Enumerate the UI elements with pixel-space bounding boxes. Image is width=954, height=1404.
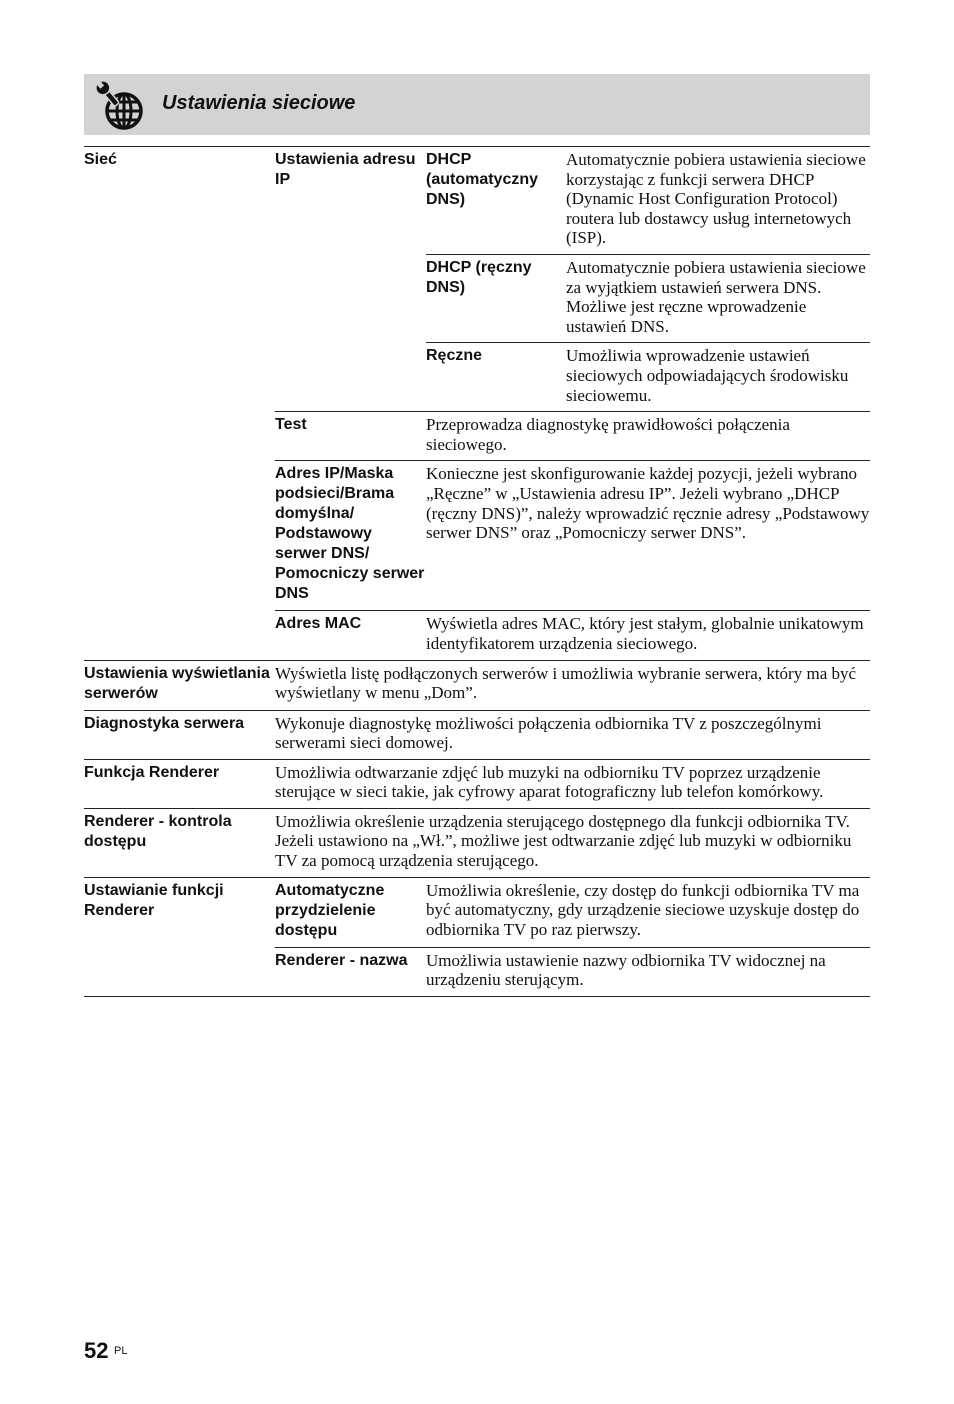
subrow-description: Wyświetla adres MAC, który jest stałym, globalnie unikatowym identyfikatorem urządzenia sieciowego. xyxy=(426,614,864,653)
subrow-description: Umożliwia określenie, czy dostęp do funkcji odbiornika TV ma być automatyczny, gdy urządzenie sieciowe uzyskuje dostęp do odbiornika TV po raz pierwszy. xyxy=(426,880,860,939)
subrow-label: Test xyxy=(275,416,307,434)
row-label: Ustawienia wyświetlania serwerów xyxy=(84,664,270,702)
table-row-renderer-setup xyxy=(84,877,870,997)
network-settings-icon xyxy=(92,78,146,132)
section-header xyxy=(84,74,870,135)
option-label: DHCP (automatyczny DNS) xyxy=(426,151,539,208)
subrow-label: Automatyczne przydzielenie dostępu xyxy=(275,881,385,939)
subrow-label: Adres MAC xyxy=(275,615,362,633)
row-label: Sieć xyxy=(84,151,117,168)
table-row-access-control xyxy=(84,808,870,877)
subrow-ip-settings xyxy=(275,147,870,411)
subrow-test xyxy=(275,411,870,460)
option-dhcp-manual xyxy=(426,254,870,342)
page-language: PL xyxy=(114,1345,128,1357)
table-row-servers xyxy=(84,660,870,710)
settings-table xyxy=(84,146,870,997)
row-description: Umożliwia odtwarzanie zdjęć lub muzyki na odbiorniku TV poprzez urządzenie sterujące w sieci takie, jak cyfrowy aparat fotograficzny lub telefon komórkowy. xyxy=(275,762,824,802)
option-description: Automatycznie pobiera ustawienia sieciowe za wyjątkiem ustawień serwera DNS. Możliwe jest ręczne wprowadzenie ustawień DNS. xyxy=(566,257,866,336)
row-description: Wyświetla listę podłączonych serwerów i umożliwia wybranie serwera, który ma być wyświetlany w menu „Dom”. xyxy=(275,663,857,703)
table-row-renderer xyxy=(84,759,870,808)
subrow-label: Ustawienia adresu IP xyxy=(275,151,416,188)
subrow-label: Adres IP/Maska podsieci/Brama domyślna/ Podstawowy serwer DNS/ Pomocniczy serwer DNS xyxy=(275,465,425,603)
row-label: Diagnostyka serwera xyxy=(84,714,245,732)
option-description: Umożliwia wprowadzenie ustawień sieciowych odpowiadających środowisku sieciowemu. xyxy=(566,346,849,405)
row-label: Renderer - kontrola dostępu xyxy=(84,812,232,850)
option-label: Ręczne xyxy=(426,347,483,365)
option-manual xyxy=(426,342,870,411)
row-label: Funkcja Renderer xyxy=(84,763,220,781)
row-label: Ustawianie funkcji Renderer xyxy=(84,881,224,919)
subrow-label: Renderer - nazwa xyxy=(275,951,408,969)
subrow-description: Umożliwia ustawienie nazwy odbiornika TV widocznej na urządzeniu sterującym. xyxy=(426,950,826,990)
table-row-diagnostics xyxy=(84,710,870,759)
subrow-description: Konieczne jest skonfigurowanie każdej pozycji, jeżeli wybrano „Ręczne” w „Ustawienia adresu IP”. Jeżeli wybrano „DHCP (ręczny DNS)”, należy wprowadzić ręcznie adresy „Podstawowy serwer DNS” oraz „Pomocniczy serwer DNS”. xyxy=(426,464,870,543)
page-number: 52 xyxy=(84,1338,109,1363)
option-dhcp-auto xyxy=(426,147,870,254)
option-label: DHCP (ręczny DNS) xyxy=(426,258,532,296)
subrow-mac xyxy=(275,610,870,659)
option-description: Automatycznie pobiera ustawienia sieciowe korzystając z funkcji serwera DHCP (Dynamic Host Configuration Protocol) routera lub dostawcy usług internetowych (ISP). xyxy=(566,150,866,248)
table-row-siec xyxy=(84,146,870,660)
subrow-auto-access xyxy=(275,878,870,947)
row-description: Wykonuje diagnostykę możliwości połączenia odbiornika TV z poszczególnymi serwerami sieci domowej. xyxy=(275,713,822,753)
subrow-description: Przeprowadza diagnostykę prawidłowości połączenia sieciowego. xyxy=(426,415,790,454)
page-title: Ustawienia sieciowe xyxy=(162,92,356,114)
subrow-addresses xyxy=(275,460,870,610)
row-description: Umożliwia określenie urządzenia sterującego dostępnego dla funkcji odbiornika TV. Jeżeli ustawiono na „Wł.”, możliwe jest odtwarzanie zdjęć lub muzyki w odbiorniku TV za pomocą urządzenia sterującego. xyxy=(275,811,852,871)
subrow-renderer-name xyxy=(275,947,870,996)
